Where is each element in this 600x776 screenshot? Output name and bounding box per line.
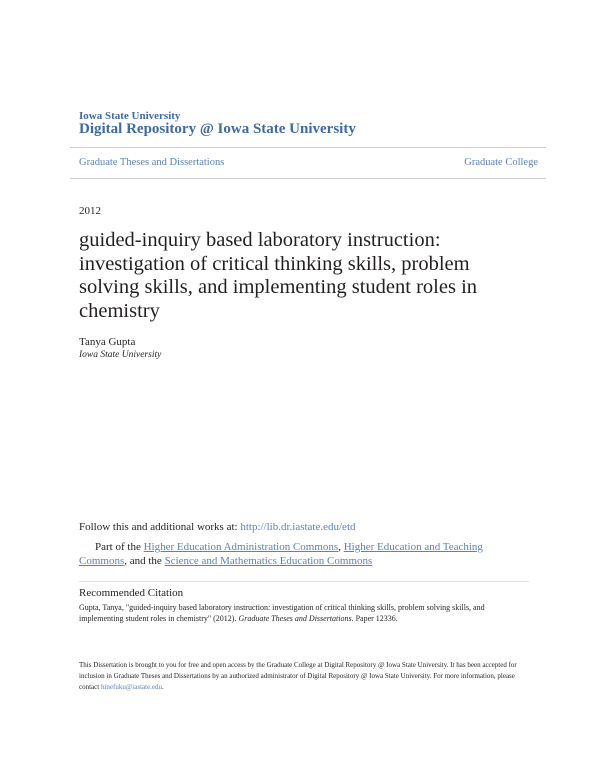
part-of-prefix: Part of the — [95, 541, 144, 553]
citation-main: Gupta, Tanya, "guided-inquiry based laboratory instruction: investigation of critical thinking skills, problem solving skills, and implementing student roles in chemistry" (2012). — [79, 603, 485, 623]
publication-year: 2012 — [79, 205, 101, 217]
author-name: Tanya Gupta — [79, 336, 136, 348]
commons-link-higher-ed-teaching[interactable]: Higher Education and Teaching Commons — [79, 541, 483, 567]
follow-line — [79, 521, 356, 533]
contact-email-link[interactable]: hinefuku@iastate.edu — [100, 683, 163, 691]
citation-paper: . Paper 12336. — [351, 614, 398, 623]
top-divider — [70, 147, 546, 148]
repository-name[interactable]: Digital Repository @ Iowa State University — [79, 121, 356, 137]
citation-text — [79, 602, 504, 624]
commons-link-science-math-ed[interactable]: Science and Mathematics Education Commons — [164, 554, 373, 567]
parent-unit-link[interactable]: Graduate College — [464, 157, 538, 168]
part-of-line — [79, 541, 499, 568]
collection-link[interactable]: Graduate Theses and Dissertations — [79, 157, 225, 168]
institution-name: Iowa State University — [79, 110, 181, 122]
citation-divider — [79, 581, 529, 582]
header-bottom-divider — [70, 178, 546, 179]
citation-series: Graduate Theses and Dissertations — [238, 614, 352, 623]
access-statement-end: . — [162, 683, 164, 691]
commons-link-higher-ed-admin[interactable]: Higher Education Administration Commons — [143, 541, 339, 553]
part-of-separator-1: , — [338, 541, 344, 553]
document-title: guided-inquiry based laboratory instruction: investigation of critical thinking skills, problem solving skills, and implementing student roles in chemistry — [79, 229, 478, 322]
follow-url-link[interactable]: http://lib.dr.iastate.edu/etd — [240, 521, 356, 533]
author-affiliation: Iowa State University — [79, 350, 162, 360]
citation-heading: Recommended Citation — [79, 587, 184, 599]
follow-label: Follow this and additional works at: — [79, 521, 241, 533]
access-statement — [79, 660, 529, 693]
access-statement-text: This Dissertation is brought to you for free and open access by the Graduate College at Digital Repository @ Iowa State University. It has been accepted for inclusion in Graduate Theses and Dissertations by an authorized administrator of Digital Repository @ Iowa State University. For more information, please contact — [79, 661, 517, 691]
part-of-separator-2: , and the — [124, 554, 165, 567]
